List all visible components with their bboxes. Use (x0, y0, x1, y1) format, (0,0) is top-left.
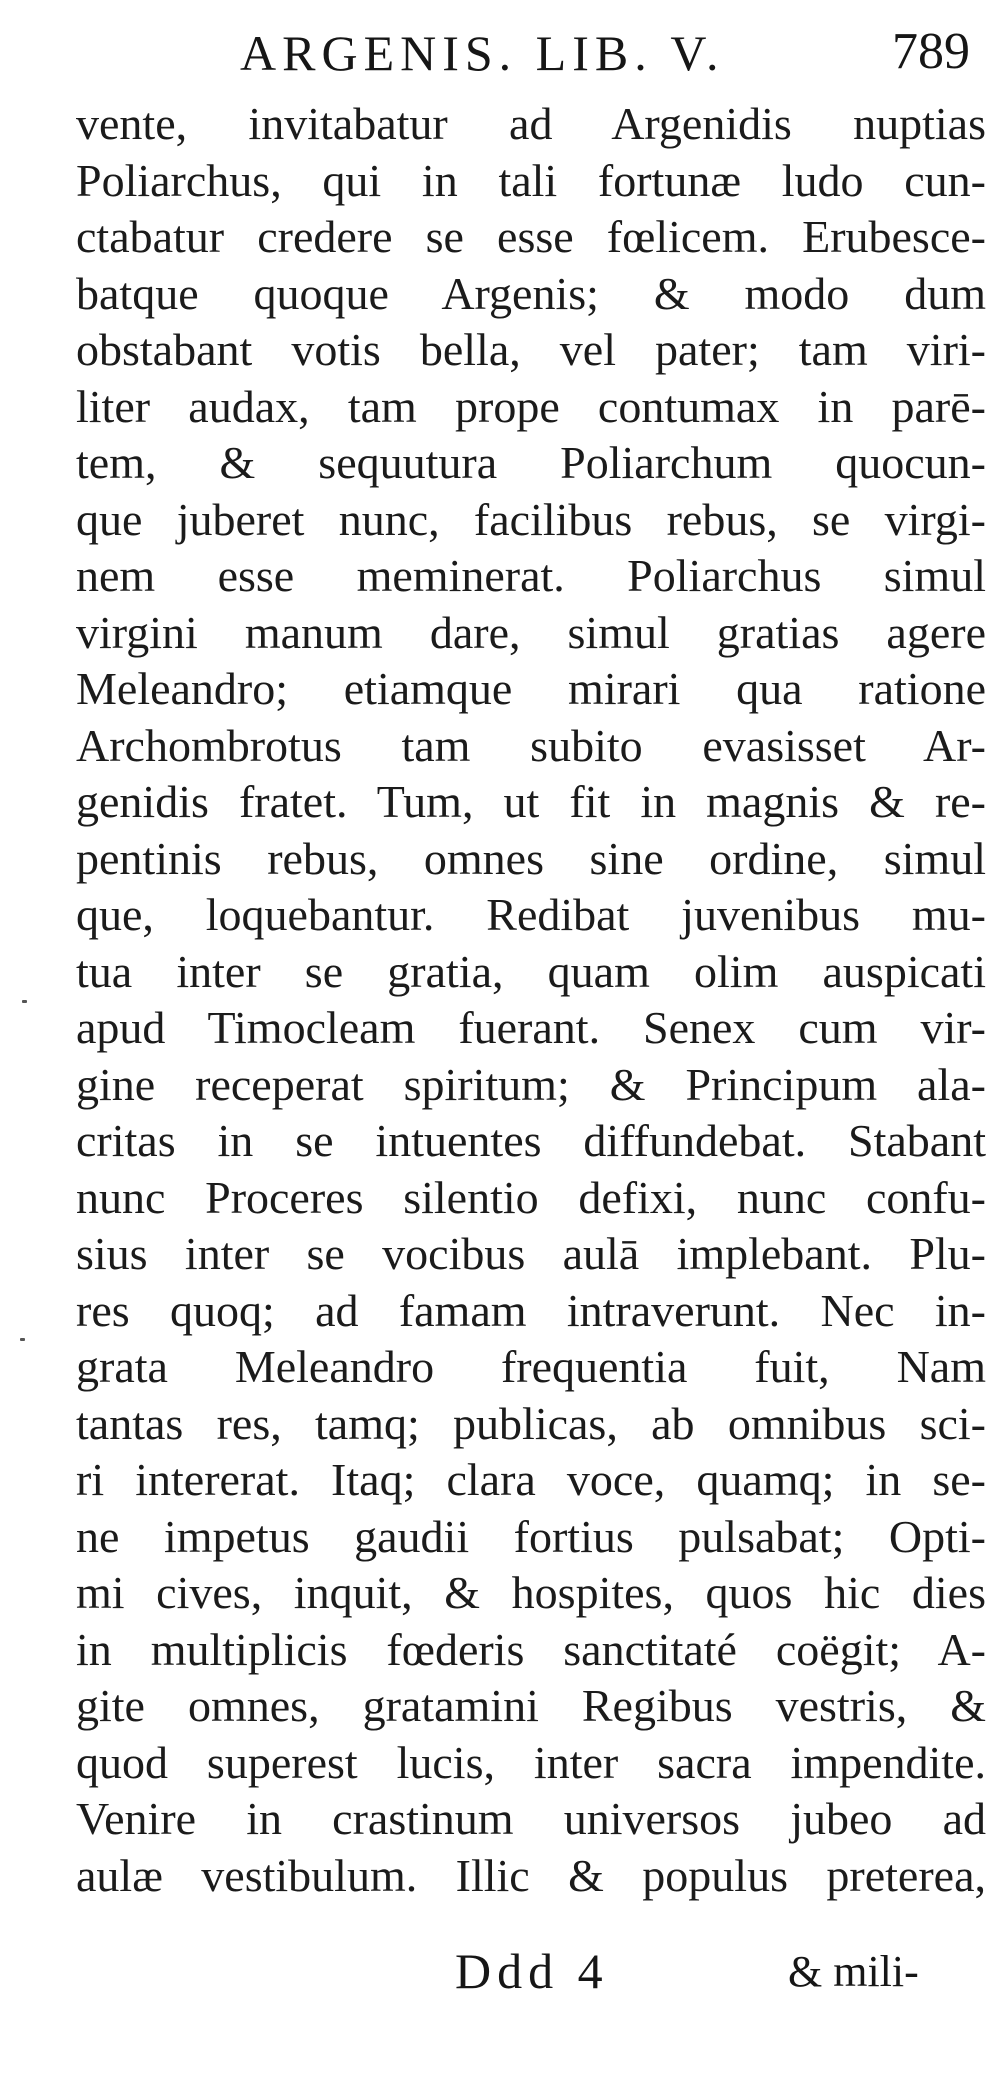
text-line: gine receperat spiritum; & Principum ala- (76, 1058, 986, 1110)
text-line: tem, & sequutura Poliarchum quocun- (76, 437, 986, 488)
running-title: ARGENIS. LIB. V. (240, 25, 725, 81)
text-line: que, loquebantur. Redibat juvenibus mu- (76, 889, 986, 940)
text-line: mi cives, inquit, & hospites, quos hic dies (76, 1567, 986, 1618)
text-line: apud Timocleam fuerant. Senex cum vir- (76, 1002, 986, 1053)
text-line: res quoq; ad famam intraverunt. Nec in- (76, 1284, 986, 1336)
text-line: batque quoque Argenis; & modo dum (76, 267, 986, 319)
text-line: tua inter se gratia, quam olim auspicati (76, 945, 986, 997)
text-line: nunc Proceres silentio defixi, nunc confu- (76, 1171, 986, 1223)
margin-speck (20, 1338, 25, 1341)
text-line: quod superest lucis, inter sacra impendite. (76, 1736, 986, 1788)
text-line: in multiplicis fœderis sanctitaté coëgit; A- (76, 1623, 986, 1675)
text-line: sius inter se vocibus aulā implebant. Plu- (76, 1228, 986, 1279)
margin-speck (22, 1000, 27, 1003)
signature-mark: Ddd 4 (455, 1943, 609, 1999)
text-line: Meleandro; etiamque mirari qua ratione (76, 663, 986, 714)
text-line: virgini manum dare, simul gratias agere (76, 606, 986, 658)
text-line: ne impetus gaudii fortius pulsabat; Opti- (76, 1510, 986, 1562)
text-line: que juberet nunc, facilibus rebus, se virgi- (76, 493, 986, 545)
text-line: vente, invitabatur ad Argenidis nuptias (76, 98, 986, 149)
text-line: liter audax, tam prope contumax in parē- (76, 380, 986, 432)
text-line: genidis fratet. Tum, ut fit in magnis & re- (76, 776, 986, 827)
page-header (80, 18, 980, 98)
text-line: pentinis rebus, omnes sine ordine, simul (76, 832, 986, 884)
text-line: Venire in crastinum universos jubeo ad (76, 1793, 986, 1844)
text-line: critas in se intuentes diffundebat. Stabant (76, 1115, 986, 1166)
text-line: gite omnes, gratamini Regibus vestris, & (76, 1680, 986, 1731)
text-line: ctabatur credere se esse fœlicem. Erubesce- (76, 211, 986, 262)
text-line: aulæ vestibulum. Illic & populus preterea, (76, 1849, 986, 1901)
body-text (76, 96, 986, 1904)
page-footer (0, 1942, 1000, 2022)
text-line: nem esse meminerat. Poliarchus simul (76, 550, 986, 601)
text-line: grata Meleandro frequentia fuit, Nam (76, 1341, 986, 1392)
text-line: Archombrotus tam subito evasisset Ar- (76, 719, 986, 771)
text-line: tantas res, tamq; publicas, ab omnibus sci- (76, 1397, 986, 1449)
text-line: ri intererat. Itaq; clara voce, quamq; in se- (76, 1454, 986, 1505)
text-line: obstabant votis bella, vel pater; tam viri- (76, 324, 986, 375)
text-line: Poliarchus, qui in tali fortunæ ludo cun- (76, 154, 986, 206)
catchword: & mili- (788, 1947, 919, 1996)
page-number: 789 (892, 23, 970, 80)
